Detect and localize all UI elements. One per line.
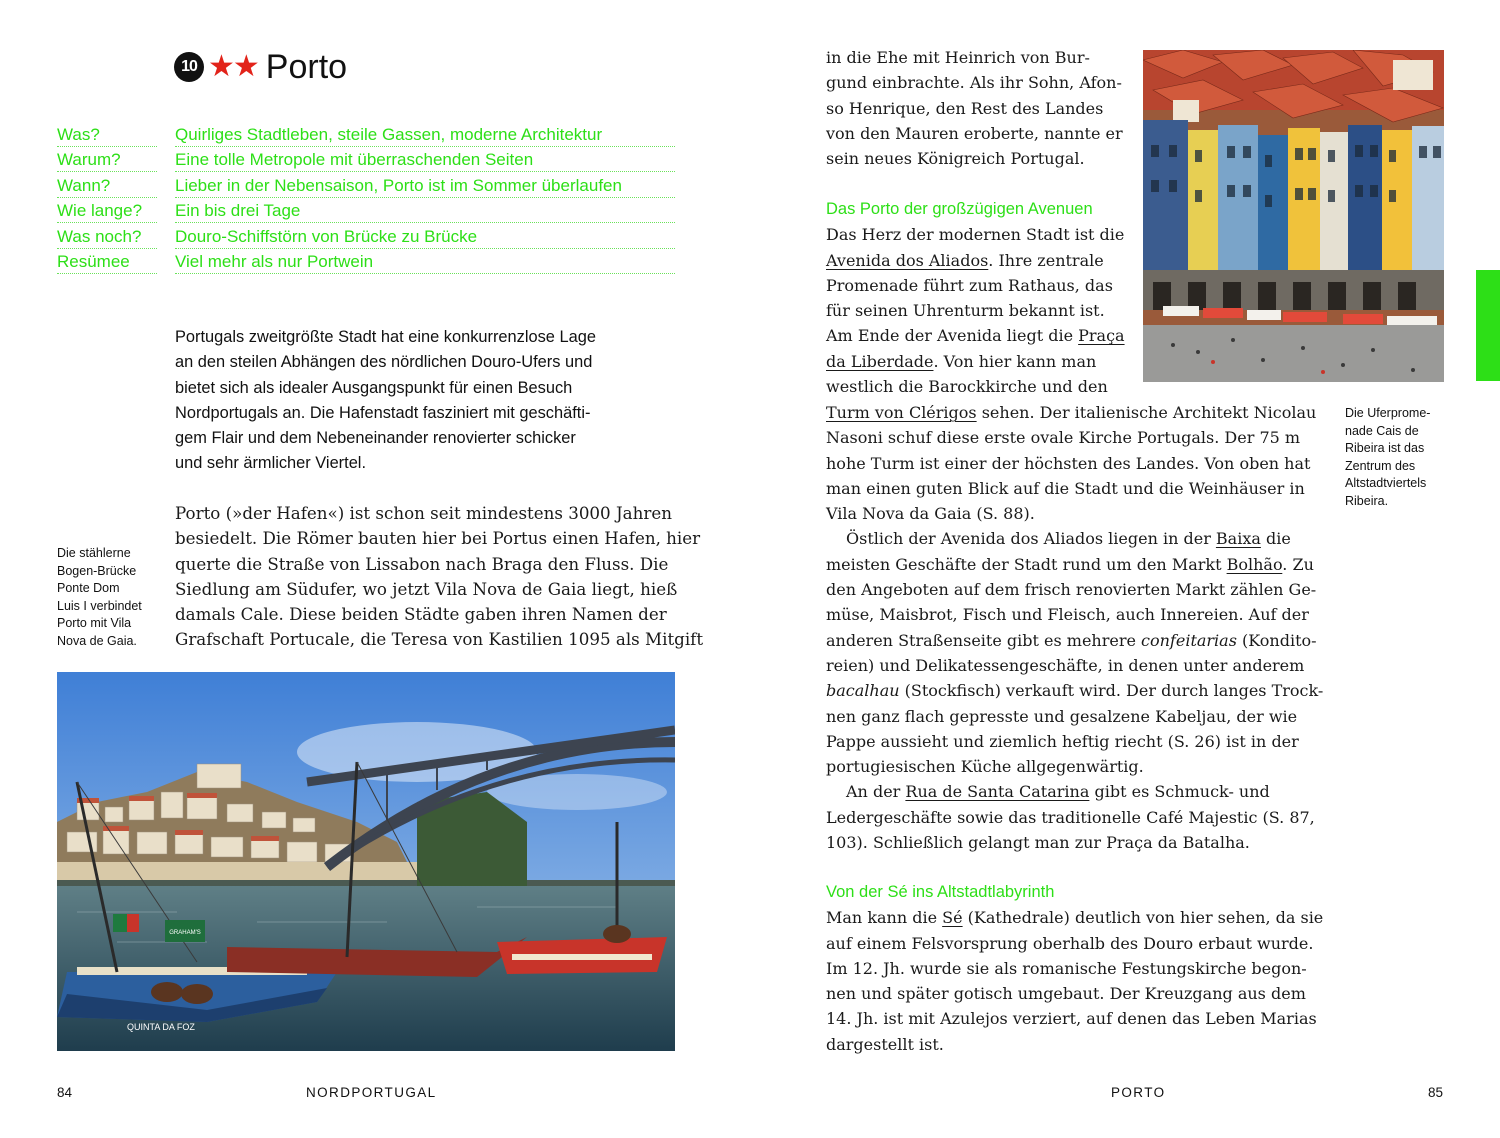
place-link: Rua de Santa Catarina <box>905 782 1090 802</box>
body-line: damals Cale. Diese beiden Städte gaben ihren Namen der <box>175 604 667 625</box>
body-line: Siedlung am Südufer, wo jetzt Vila Nova de Gaia liegt, hieß <box>175 578 678 599</box>
text-span: anderen Straßenseite gibt es mehrere <box>826 630 1142 650</box>
place-link: Baixa <box>1215 529 1261 549</box>
info-table <box>57 122 677 274</box>
body-line: westlich die Barockkirche und den <box>826 377 1108 397</box>
text-span: (Kondito- <box>1236 630 1317 650</box>
body-line: gund einbrachte. Als ihr Sohn, Afon- <box>826 73 1122 93</box>
body-line: 103). Schließlich gelangt man zur Praça da Batalha. <box>826 833 1250 853</box>
intro-line: Nordportugals an. Die Hafenstadt fasziniert mit geschäfti- <box>175 403 591 422</box>
italic-term: confeitarias <box>1141 630 1237 650</box>
info-key: Wie lange? <box>57 198 157 223</box>
body-line: besiedelt. Die Römer bauten hier bei Portus einen Hafen, hier <box>175 528 701 549</box>
info-key: Resümee <box>57 249 157 274</box>
body-line: Im 12. Jh. wurde sie als romanische Festungskirche begon- <box>826 958 1307 978</box>
text-span: . Zu <box>1282 554 1314 574</box>
intro-line: an den steilen Abhängen des nördlichen Douro-Ufers und <box>175 353 593 372</box>
text-span: meisten Geschäfte der Stadt rund um den Markt <box>826 554 1227 574</box>
text-span: . Ihre zentrale <box>988 250 1104 270</box>
body-line <box>826 323 1136 348</box>
info-value: Viel mehr als nur Portwein <box>175 249 675 274</box>
section-heading: Von der Sé ins Altstadtlabyrinth <box>826 883 1055 901</box>
info-key: Was? <box>57 122 157 147</box>
body-line <box>826 400 1326 425</box>
bridge-boats-photo <box>57 672 675 1051</box>
body-line: in die Ehe mit Heinrich von Bur- <box>826 48 1090 67</box>
text-span: sehen. Der italienische Architekt Nicolau <box>976 403 1317 422</box>
info-key: Warum? <box>57 147 157 172</box>
body-line <box>826 779 1326 804</box>
text-span: die <box>1260 529 1291 549</box>
body-line <box>826 905 1326 930</box>
intro-line: bietet sich als idealer Ausgangspunkt für einen Besuch <box>175 378 573 397</box>
body-line: von den Mauren eroberte, nannte er <box>826 123 1123 143</box>
section-old-town <box>826 880 1326 1057</box>
body-line <box>826 552 1326 577</box>
chapter-number-badge: 10 <box>174 52 204 82</box>
body-line: man einen guten Blick auf die Stadt und die Weinhäuser in <box>826 478 1305 498</box>
info-value: Eine tolle Metropole mit überraschenden Seiten <box>175 147 675 172</box>
body-line: Pappe aussieht und ziemlich heftig riecht (S. 26) ist in der <box>826 731 1299 751</box>
place-link: da Liberdade <box>826 351 934 371</box>
caption-line: Die Uferprome- <box>1345 406 1431 420</box>
body-line: 14. Jh. ist mit Azulejos verziert, auf denen das Leben Marias <box>826 1009 1317 1029</box>
body-line: Grafschaft Portucale, die Teresa von Kastilien 1095 als Mitgift <box>175 629 704 650</box>
body-line: reien) und Delikatessengeschäfte, in denen unter anderem <box>826 655 1305 675</box>
body-line <box>826 628 1326 653</box>
caption-line: Ribeira ist das <box>1345 441 1425 456</box>
caption-line: Altstadtviertels <box>1345 476 1427 491</box>
body-line: portugiesischen Küche allgegenwärtig. <box>826 757 1144 777</box>
body-line: Vila Nova da Gaia (S. 88). <box>826 504 1035 524</box>
body-line: dargestellt ist. <box>826 1034 944 1054</box>
caption-line: Nova de Gaia. <box>57 633 137 648</box>
text-span: (Kathedrale) deutlich von hier sehen, da sie <box>962 908 1324 928</box>
text-span: An der <box>846 782 906 802</box>
body-line: Porto (»der Hafen«) ist schon seit mindestens 3000 Jahren <box>175 503 672 523</box>
running-footer-left: NORDPORTUGAL <box>306 1085 437 1100</box>
text-span: Man kann die <box>826 908 943 928</box>
body-line <box>826 678 1326 703</box>
boat-name-label: QUINTA DA FOZ <box>127 1022 195 1032</box>
chapter-title <box>174 44 347 90</box>
page-title: Porto <box>265 47 348 86</box>
place-link: Avenida dos Aliados <box>826 250 989 270</box>
body-line: querte die Straße von Lissabon nach Braga den Fluss. Die <box>175 553 669 574</box>
body-line: Ledergeschäfte sowie das traditionelle Café Majestic (S. 87, <box>826 807 1315 827</box>
intro-line: gem Flair und dem Nebeneinander renovierter schicker <box>175 429 576 448</box>
body-line: Nasoni schuf diese erste ovale Kirche Portugals. Der 75 m <box>826 428 1301 448</box>
info-value: Quirliges Stadtleben, steile Gassen, moderne Architektur <box>175 122 675 147</box>
left-body-text <box>175 501 704 653</box>
flag-label: GRAHAM'S <box>169 930 201 936</box>
place-link: Praça <box>1078 326 1125 346</box>
caption-line: Bogen-Brücke <box>57 563 137 578</box>
ribeira-photo-caption <box>1345 405 1430 511</box>
section-avenues <box>826 197 1136 399</box>
chapter-side-tab <box>1476 270 1500 381</box>
info-value: Ein bis drei Tage <box>175 198 675 223</box>
body-line <box>826 349 1136 374</box>
info-value: Douro-Schiffstörn von Brücke zu Brücke <box>175 224 675 249</box>
text-span: gibt es Schmuck- und <box>1089 782 1270 802</box>
body-line: hohe Turm ist einer der höchsten des Landes. Von oben hat <box>826 453 1311 473</box>
info-key: Wann? <box>57 173 157 198</box>
caption-line: Ribeira. <box>1345 493 1389 508</box>
body-line: für seinen Uhrenturm bekannt ist. <box>826 301 1105 321</box>
body-line <box>826 248 1136 273</box>
info-value: Lieber in der Nebensaison, Porto ist im Sommer überlaufen <box>175 173 675 198</box>
place-link: Bolhão <box>1226 554 1283 574</box>
body-line: Promenade führt zum Rathaus, das <box>826 275 1113 295</box>
intro-line: und sehr ärmlicher Viertel. <box>175 454 367 473</box>
intro-line: Portugals zweitgrößte Stadt hat eine konkurrenzlose Lage <box>175 328 596 346</box>
body-line: auf einem Felsvorsprung oberhalb des Douro erbaut wurde. <box>826 933 1314 953</box>
page-number-right: 85 <box>1428 1085 1444 1100</box>
text-span: . Von hier kann man <box>933 351 1097 371</box>
caption-line: Zentrum des <box>1345 458 1416 473</box>
bridge-photo-caption <box>57 545 142 651</box>
rating-stars-icon: ★★ <box>208 50 258 83</box>
section-heading: Das Porto der großzügigen Avenuen <box>826 200 1093 218</box>
caption-line: Luis I verbindet <box>57 598 142 613</box>
caption-line: nade Cais de <box>1345 423 1419 438</box>
right-top-text <box>826 45 1136 171</box>
body-line: müse, Maisbrot, Fisch und Fleisch, auch Innereien. Auf der <box>826 605 1309 625</box>
italic-term: bacalhau <box>826 681 900 701</box>
place-link: Turm von Clérigos <box>826 403 977 422</box>
body-line: nen ganz flach gepresste und gesalzene Kabeljau, der wie <box>826 706 1298 726</box>
body-line: so Henrique, den Rest des Landes <box>826 98 1104 118</box>
text-span: Östlich der Avenida dos Aliados liegen in der <box>846 529 1216 549</box>
caption-line: Die stählerne <box>57 546 131 560</box>
place-link: Sé <box>942 908 963 928</box>
page-number-left: 84 <box>57 1085 73 1100</box>
body-line: sein neues Königreich Portugal. <box>826 149 1085 169</box>
text-span: Am Ende der Avenida liegt die <box>826 326 1079 346</box>
intro-paragraph <box>175 325 680 477</box>
body-line <box>826 526 1326 551</box>
caption-line: Ponte Dom <box>57 581 120 596</box>
running-footer-right: PORTO <box>1111 1085 1166 1100</box>
caption-line: Porto mit Vila <box>57 616 132 631</box>
info-key: Was noch? <box>57 224 157 249</box>
body-line: den Angeboten auf dem frisch renovierten Markt zählen Ge- <box>826 580 1317 600</box>
body-line: Das Herz der modernen Stadt ist die <box>826 225 1125 245</box>
section-avenues-continued <box>826 400 1326 855</box>
body-line: nen und später gotisch umgebaut. Der Kreuzgang aus dem <box>826 984 1306 1004</box>
text-span: (Stockfisch) verkauft wird. Der durch langes Trock- <box>899 681 1324 701</box>
ribeira-photo <box>1143 50 1444 382</box>
